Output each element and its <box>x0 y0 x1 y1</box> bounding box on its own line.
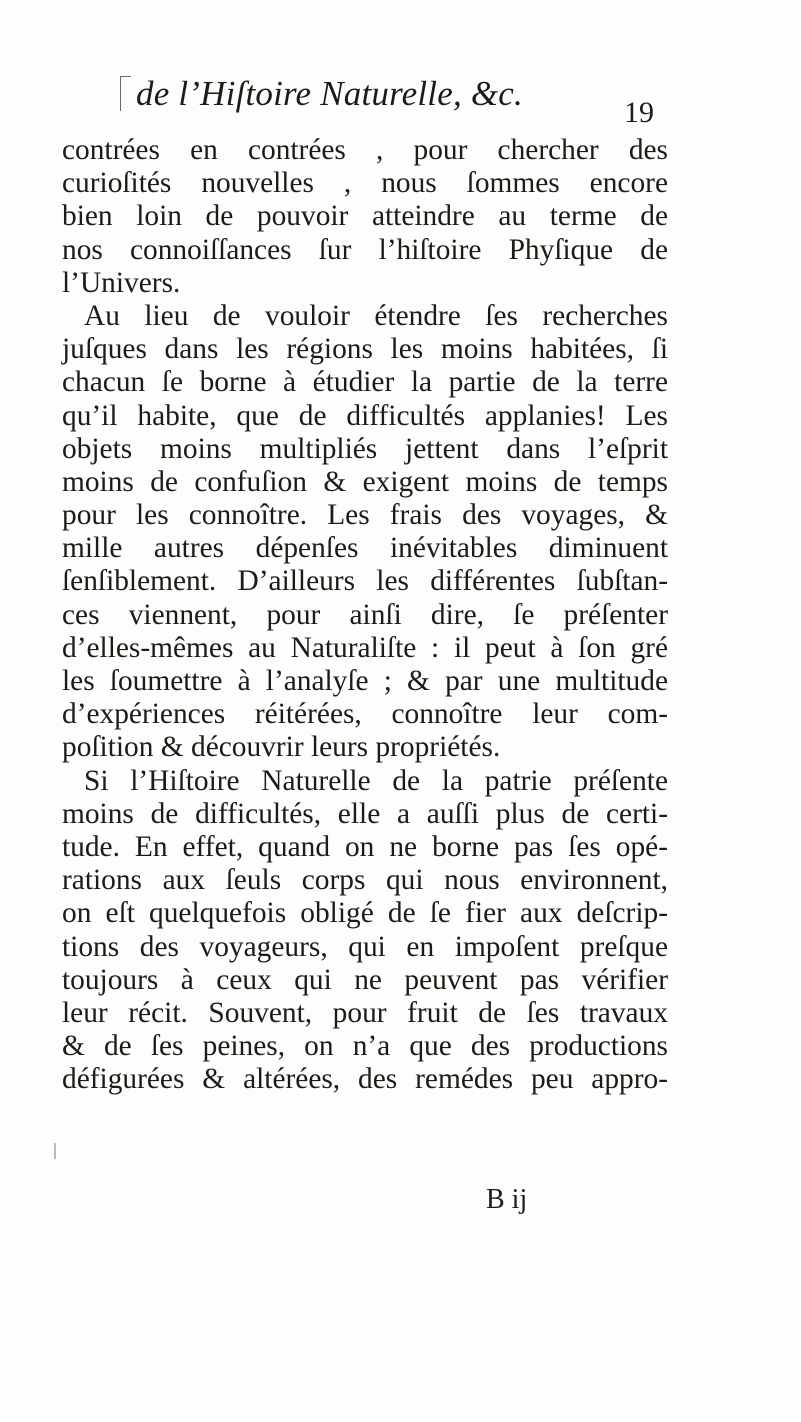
text-line: nos connoiſſances ſur l’hiſtoire Phyſique de <box>62 233 668 266</box>
text-line: d’expériences réitérées, connoître leur com- <box>62 698 668 731</box>
text-line: moins de confuſion & exigent moins de temps <box>62 465 668 498</box>
margin-mark <box>54 1143 56 1159</box>
text-line: Au lieu de vouloir étendre ſes recherches <box>84 299 668 332</box>
text-line: leur récit. Souvent, pour fruit de ſes travaux <box>62 996 668 1029</box>
text-line: pour les connoître. Les frais des voyages, & <box>62 499 668 532</box>
text-line: bien loin de pouvoir atteindre au terme de <box>62 200 668 233</box>
page-number: 19 <box>624 96 654 129</box>
text-line: tions des voyageurs, qui en impoſent preſque <box>62 930 668 963</box>
text-line: chacun ſe borne à étudier la partie de la terre <box>62 366 668 399</box>
text-line: toujours à ceux qui ne peuvent pas vérifier <box>62 963 668 996</box>
text-line: les ſoumettre à l’analyſe ; & par une multitude <box>62 665 668 697</box>
running-head-title: de l’Hiſtoire Naturelle, &c. <box>136 74 523 113</box>
text-line: ſenſiblement. D’ailleurs les différentes ſubſtan- <box>62 565 668 598</box>
text-line: juſques dans les régions les moins habitées, ſi <box>62 333 668 366</box>
running-head <box>118 70 658 120</box>
text-line: qu’il habite, que de difficultés applanies! Les <box>62 399 668 432</box>
text-line: on eſt quelquefois obligé de ſe fier aux deſcrip- <box>62 897 668 930</box>
body-text <box>62 134 668 1096</box>
text-line: objets moins multipliés jettent dans l’eſprit <box>62 432 668 465</box>
running-head-bracket <box>120 76 131 111</box>
text-line: défigurées & altérées, des remédes peu appro- <box>62 1063 668 1096</box>
text-line: rations aux ſeuls corps qui nous environnent, <box>62 864 668 897</box>
signature-mark: B ij <box>486 1184 528 1215</box>
text-line: mille autres dépenſes inévitables diminuent <box>62 532 668 565</box>
text-line: & de ſes peines, on n’a que des productions <box>62 1030 668 1063</box>
text-line: Si l’Hiſtoire Naturelle de la patrie préſente <box>84 764 668 797</box>
text-line: contrées en contrées , pour chercher des <box>62 134 668 166</box>
text-line: poſition & découvrir leurs propriétés. <box>62 731 501 764</box>
text-line: curioſités nouvelles , nous ſommes encore <box>62 167 668 200</box>
text-line: l’Univers. <box>62 266 181 299</box>
text-line: d’elles-mêmes au Naturaliſte : il peut à ſon gré <box>62 631 668 664</box>
text-line: tude. En effet, quand on ne borne pas ſes opé- <box>62 830 668 863</box>
text-line: ces viennent, pour ainſi dire, ſe préſenter <box>62 598 668 631</box>
text-line: moins de difficultés, elle a auſſi plus de certi- <box>62 797 668 830</box>
